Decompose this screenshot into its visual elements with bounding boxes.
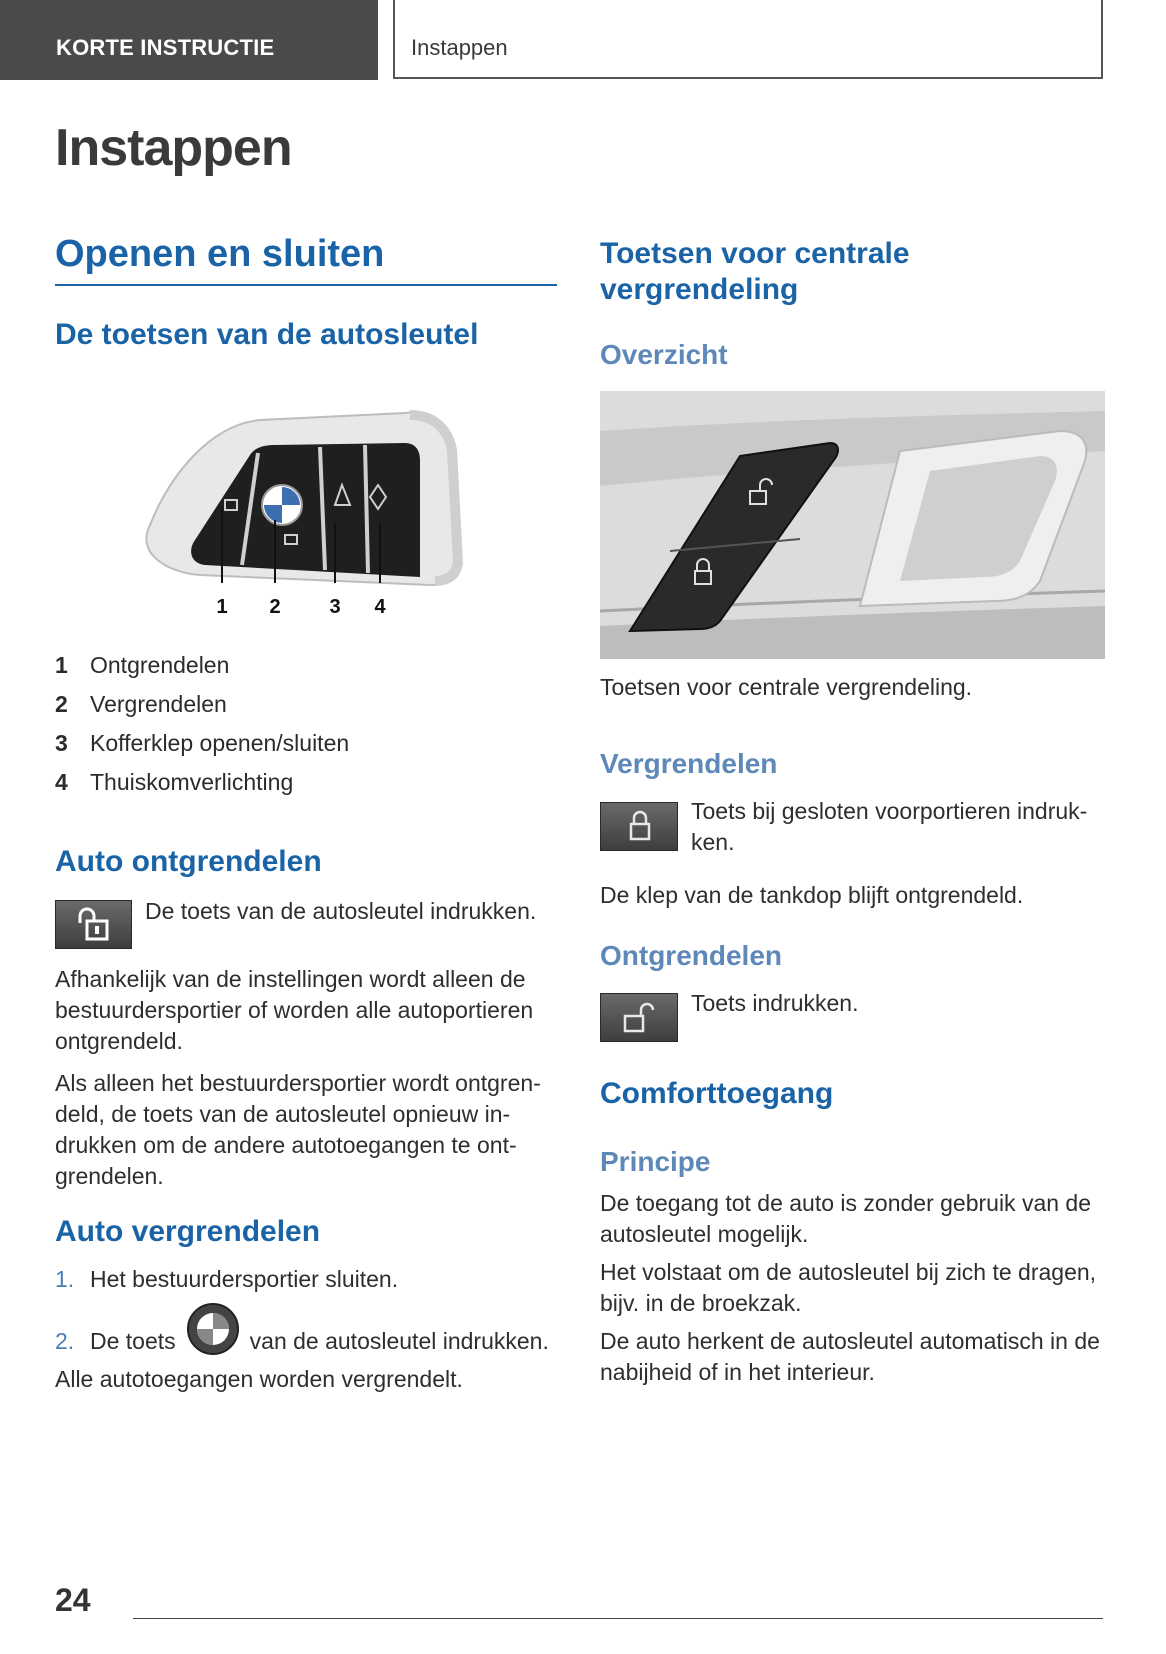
- unlock-paragraph-2: Als alleen het bestuurdersportier wordt ontgren-deld, de toets van de autosleutel opnieuw in-drukken om de andere autotoegangen te ont-grendelen.: [55, 1070, 541, 1189]
- bmw-button-icon: [186, 1302, 240, 1356]
- lock-subheading: Vergrendelen: [600, 748, 778, 779]
- lock-instruction: Toets bij gesloten voorportieren indruk-ken.: [691, 798, 1088, 855]
- list-item: 1 Ontgrendelen: [55, 652, 230, 678]
- callout-1: 1: [216, 596, 228, 618]
- header-section-tab: KORTE INSTRUCTIE: [0, 0, 378, 80]
- principle-paragraph-1: De toegang tot de auto is zonder gebruik van de autosleutel mogelijk.: [600, 1190, 1092, 1247]
- comfort-access-heading: Comforttoegang: [600, 1077, 834, 1110]
- key-fob-illustration: [130, 405, 490, 630]
- key-heading: De toetsen van de autosleutel: [55, 318, 479, 351]
- overview-heading: Overzicht: [600, 339, 728, 370]
- lock-icon: [601, 803, 679, 852]
- page-number: 24: [55, 1582, 91, 1618]
- lock-result: Alle autotoegangen worden vergrendelt.: [55, 1366, 463, 1392]
- page-title: Instappen: [55, 119, 292, 177]
- unlock-door-icon: [601, 994, 679, 1043]
- unlock-instruction: De toets van de autosleutel indrukken.: [145, 898, 537, 924]
- door-panel-illustration: [600, 391, 1105, 659]
- callout-2: 2: [269, 596, 281, 618]
- unlock-heading: Auto ontgrendelen: [55, 845, 322, 878]
- unlock-door-instruction: Toets indrukken.: [691, 990, 859, 1016]
- list-item: 3 Kofferklep openen/sluiten: [55, 730, 350, 756]
- principle-heading: Principe: [600, 1146, 711, 1177]
- callout-3: 3: [329, 596, 341, 618]
- fuel-flap-note: De klep van de tankdop blijft ontgrendeld.: [600, 882, 1024, 908]
- lock-step-1: 1. Het bestuurdersportier sluiten.: [55, 1266, 399, 1292]
- list-item: 2 Vergrendelen: [55, 691, 227, 717]
- section-rule: [55, 284, 557, 286]
- unlock-key-button-image: [55, 900, 132, 949]
- section-heading-openen: Openen en sluiten: [55, 233, 385, 275]
- list-item: 4 Thuiskomverlichting: [55, 769, 294, 795]
- lock-heading: Auto vergrendelen: [55, 1215, 321, 1248]
- header-chapter-tab: Instappen: [393, 0, 1103, 79]
- unlock-subheading: Ontgrendelen: [600, 940, 783, 971]
- principle-paragraph-2: Het volstaat om de autosleutel bij zich te dragen, bijv. in de broekzak.: [600, 1259, 1097, 1316]
- central-locking-heading: Toetsen voor centrale vergrendeling: [600, 237, 910, 306]
- overview-caption: Toetsen voor centrale vergrendeling.: [600, 674, 973, 700]
- footer-rule: [133, 1618, 1103, 1619]
- unlock-icon: [56, 901, 133, 950]
- principle-paragraph-3: De auto herkent de autosleutel automatisch in de nabijheid of in het interieur.: [600, 1328, 1100, 1385]
- lock-door-button-image: [600, 802, 678, 851]
- key-legend-list: [55, 652, 555, 808]
- lock-step-2: 2. De toets van de autosleutel indrukken.: [55, 1326, 575, 1357]
- unlock-door-button-image: [600, 993, 678, 1042]
- callout-4: 4: [374, 596, 386, 618]
- unlock-paragraph-1: Afhankelijk van de instellingen wordt alleen de bestuurdersportier of worden alle autoportieren ontgrendeld.: [55, 966, 534, 1054]
